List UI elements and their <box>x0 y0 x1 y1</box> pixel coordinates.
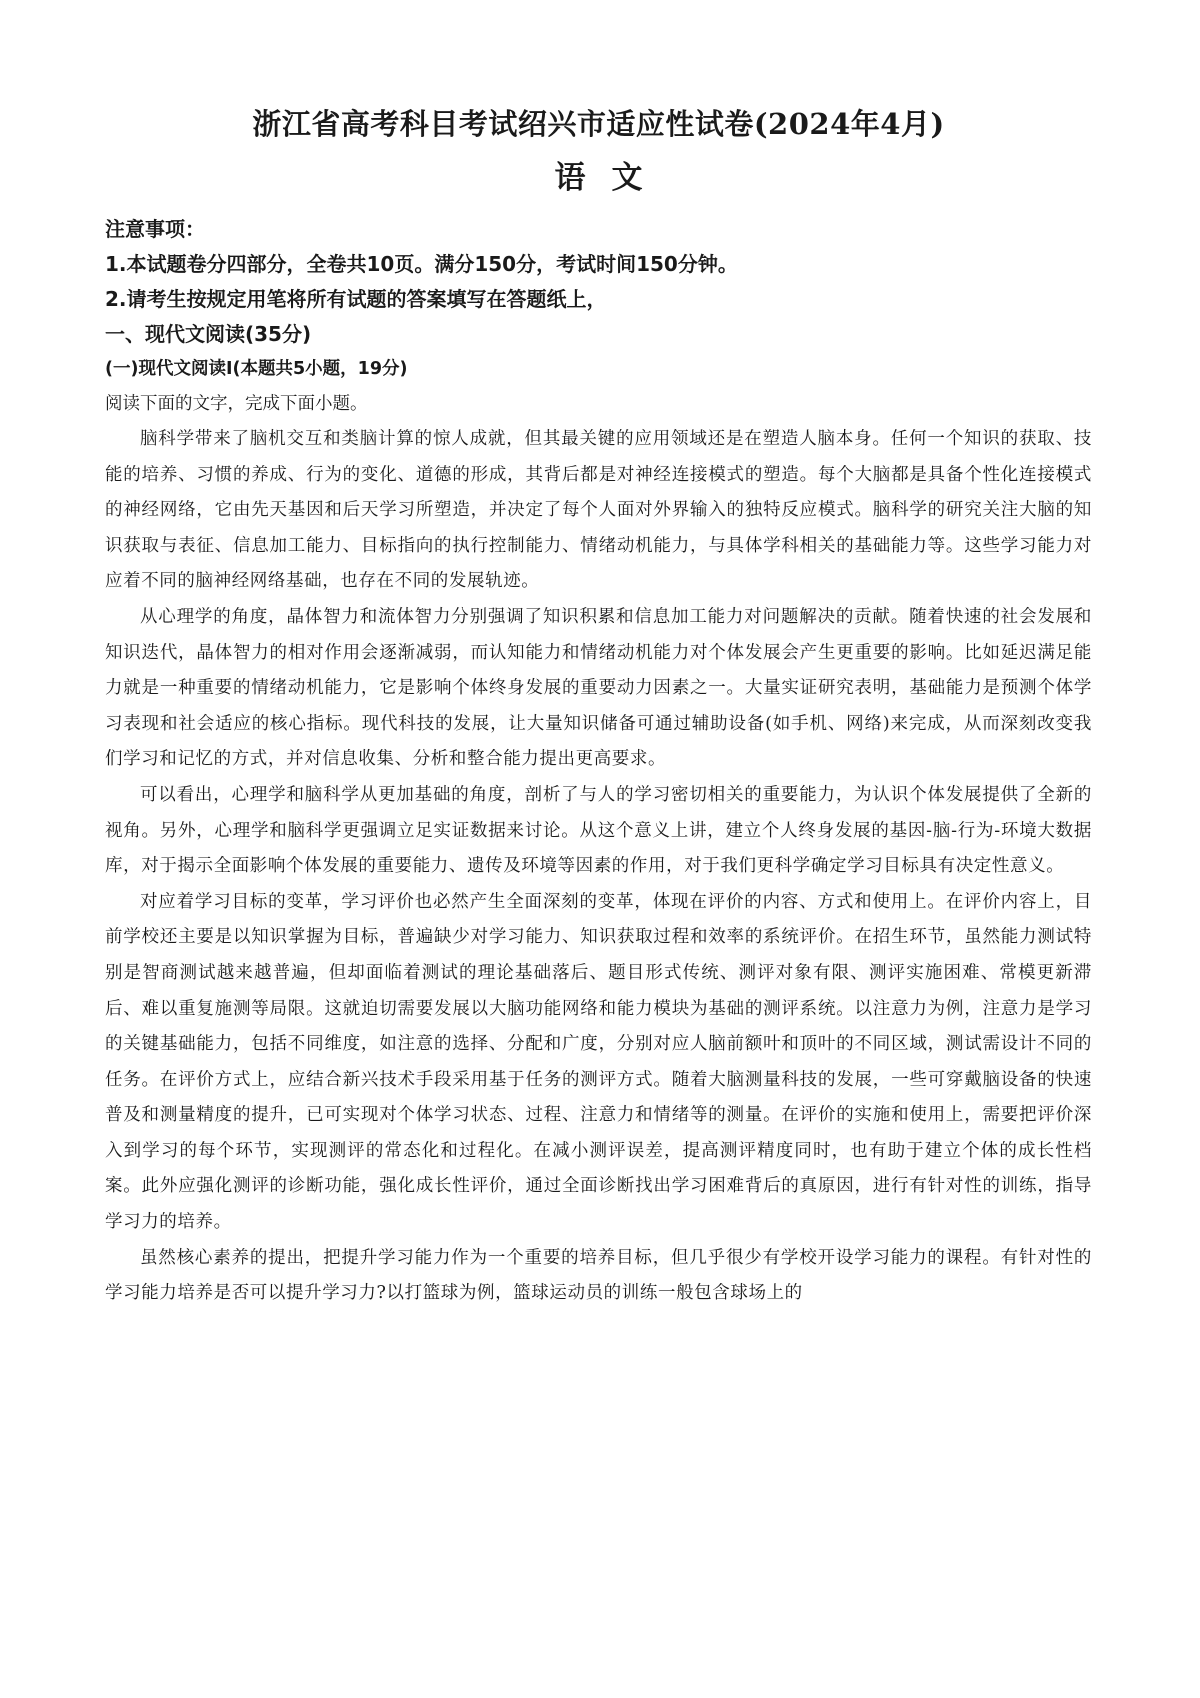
passage-paragraph-4: 对应着学习目标的变革，学习评价也必然产生全面深刻的变革，体现在评价的内容、方式和使用上。在评价内容上，目前学校还主要是以知识掌握为目标，普遍缺少对学习能力、知识获取过程和效率的系统评价。在招生环节，虽然能力测试特别是智商测试越来越普遍，但却面临着测试的理论基础落后、题目形式传统、测评对象有限、测评实施困难、常模更新滞后、难以重复施测等局限。这就迫切需要发展以大脑功能网络和能力模块为基础的测评系统。以注意力为例，注意力是学习的关键基础能力，包括不同维度，如注意的选择、分配和广度，分别对应人脑前额叶和顶叶的不同区域，测试需设计不同的任务。在评价方式上，应结合新兴技术手段采用基于任务的测评方式。随着大脑测量科技的发展，一些可穿戴脑设备的快速普及和测量精度的提升，已可实现对个体学习状态、过程、注意力和情绪等的测量。在评价的实施和使用上，需要把评价深入到学习的每个环节，实现测评的常态化和过程化。在减小测评误差，提高测评精度同时，也有助于建立个体的成长性档案。此外应强化测评的诊断功能，强化成长性评价，通过全面诊断找出学习困难背后的真原因，进行有针对性的训练，指导学习力的培养。 <box>105 891 1092 1233</box>
notice-block <box>105 212 1092 317</box>
section-heading: 一、现代文阅读(35分) <box>105 322 312 346</box>
notice-item-2: 2.请考生按规定用笔将所有试题的答案填写在答题纸上， <box>105 287 607 311</box>
notice-item-1: 1.本试题卷分四部分，全卷共10页。满分150分，考试时间150分钟。 <box>105 252 738 276</box>
passage-paragraph-2: 从心理学的角度，晶体智力和流体智力分别强调了知识积累和信息加工能力对问题解决的贡献。随着快速的社会发展和知识迭代，晶体智力的相对作用会逐渐减弱，而认知能力和情绪动机能力对个体发展会产生更重要的影响。比如延迟满足能力就是一种重要的情绪动机能力，它是影响个体终身发展的重要动力因素之一。大量实证研究表明，基础能力是预测个体学习表现和社会适应的核心指标。现代科技的发展，让大量知识储备可通过辅助设备(如手机、网络)来完成，从而深刻改变我们学习和记忆的方式，并对信息收集、分析和整合能力提出更高要求。 <box>105 606 1092 770</box>
subsection-heading: (一)现代文阅读Ⅰ(本题共5小题，19分) <box>105 359 408 379</box>
exam-subject: 语文 <box>554 160 669 196</box>
section-modern-reading <box>105 317 1092 1312</box>
passage-paragraph-5: 虽然核心素养的提出，把提升学习能力作为一个重要的培养目标，但几乎很少有学校开设学习能力的课程。有针对性的学习能力培养是否可以提升学习力?以打篮球为例，篮球运动员的训练一般包含球场上的 <box>105 1247 1092 1304</box>
exam-title: 浙江省高考科目考试绍兴市适应性试卷(2024年4月) <box>252 107 945 141</box>
passage-paragraph-3: 可以看出，心理学和脑科学从更加基础的角度，剖析了与人的学习密切相关的重要能力，为认识个体发展提供了全新的视角。另外，心理学和脑科学更强调立足实证数据来讨论。从这个意义上讲，建立个人终身发展的基因-脑-行为-环境大数据库，对于揭示全面影响个体发展的重要能力、遗传及环境等因素的作用，对于我们更科学确定学习目标具有决定性意义。 <box>105 784 1092 877</box>
passage-paragraph-1: 脑科学带来了脑机交互和类脑计算的惊人成就，但其最关键的应用领域还是在塑造人脑本身。任何一个知识的获取、技能的培养、习惯的养成、行为的变化、道德的形成，其背后都是对神经连接模式的塑造。每个大脑都是具备个性化连接模式的神经网络，它由先天基因和后天学习所塑造，并决定了每个人面对外界输入的独特反应模式。脑科学的研究关注大脑的知识获取与表征、信息加工能力、目标指向的执行控制能力、情绪动机能力，与具体学科相关的基础能力等。这些学习能力对应着不同的脑神经网络基础，也存在不同的发展轨迹。 <box>105 429 1092 592</box>
reading-instruction: 阅读下面的文字，完成下面小题。 <box>105 394 368 414</box>
notice-heading: 注意事项： <box>105 217 205 241</box>
